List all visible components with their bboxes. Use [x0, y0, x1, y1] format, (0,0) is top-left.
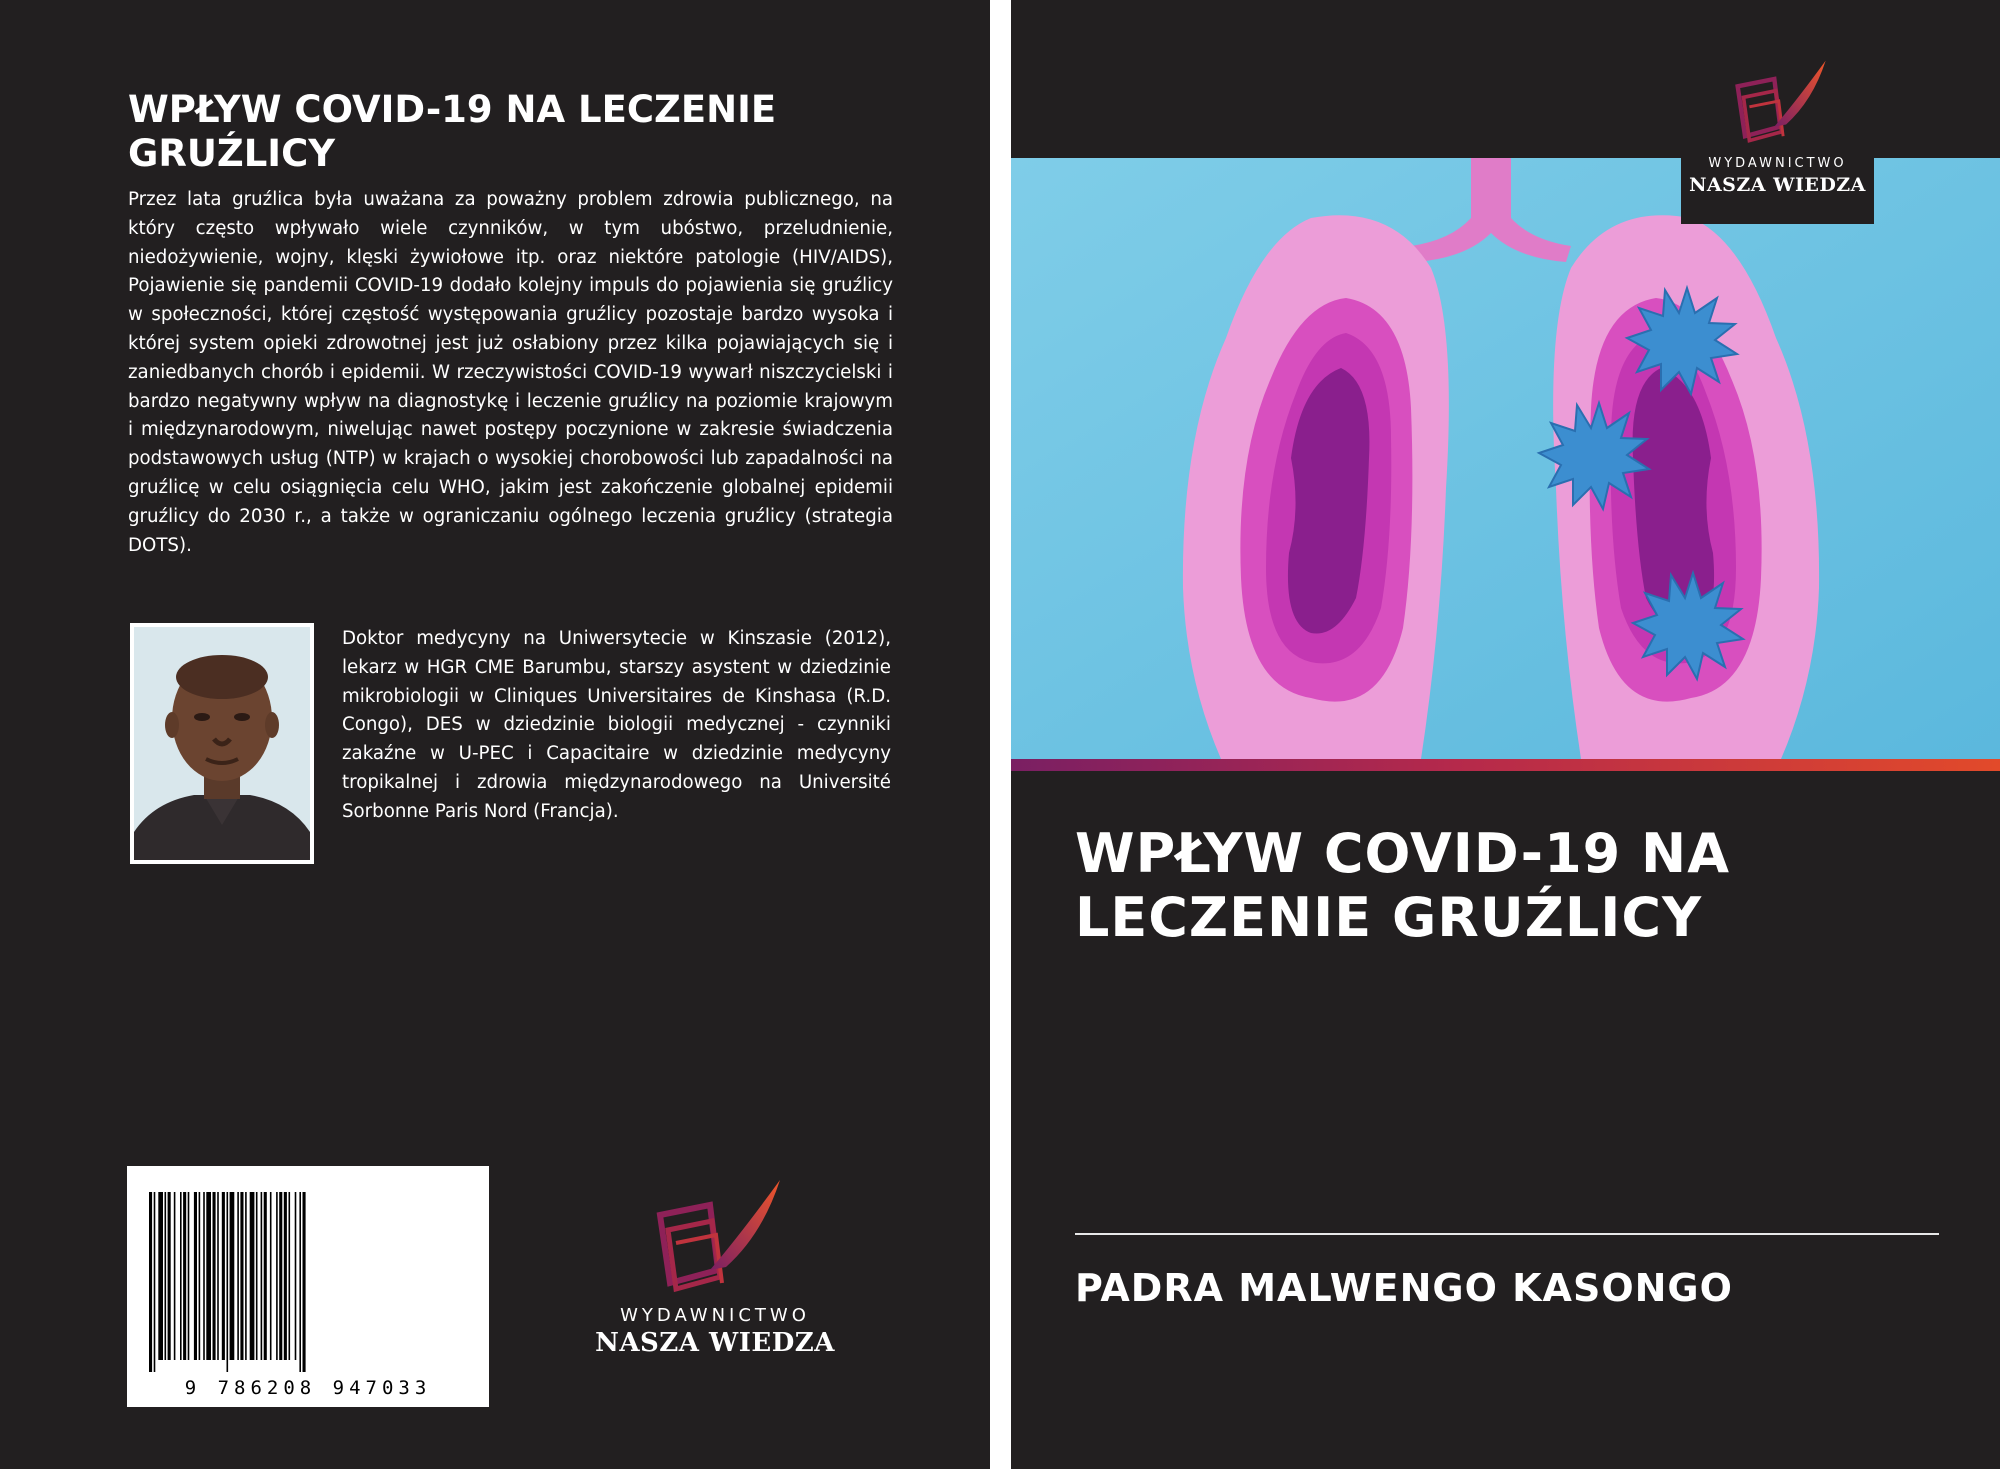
publisher-name: NASZA WIEDZA	[1689, 174, 1866, 196]
publisher-label: WYDAWNICTWO	[1708, 156, 1847, 171]
publisher-logo-back	[580, 1175, 850, 1365]
barcode-bar	[194, 1192, 197, 1360]
publisher-logo-front	[1681, 52, 1874, 224]
barcode-bar	[174, 1192, 176, 1360]
barcode-bar	[270, 1192, 272, 1360]
barcode-bar	[183, 1192, 186, 1360]
barcode-bar	[222, 1192, 225, 1360]
back-cover-blurb: Przez lata gruźlica była uważana za poważny problem zdrowia publicznego, na który często wpływało wiele czynników, w tym ubóstwo, przeludnienie, niedożywienie, wojny, klęski żywiołowe itp. oraz niektóre patologie (HIV/AIDS), Pojawienie się pandemii COVID-19 dodało kolejny impuls do pojawienia się gruźlicy w społeczności, której częstość występowania gruźlicy pozostaje bardzo wysoka i której system opieki zdrowotnej jest już osłabiony przez kilka pojawiających się i zaniedbanych chorób i epidemii. W rzeczywistości COVID-19 wywarł niszczycielski i bardzo negatywny wpływ na diagnostykę i leczenie gruźlicy na poziomie krajowym i międzynarodowym, niwelując nawet postępy poczynione w zakresie świadczenia podstawowych usług (NTP) w krajach o wysokiej chorobowości lub zapadalności na gruźlicę w celu osiągnięcia celu WHO, jakim jest zakończenie globalnej epidemii gruźlicy do 2030 r., a także w ograniczaniu ogólnego leczenia gruźlicy (strategia DOTS).	[128, 189, 893, 556]
book-quill-icon	[580, 1175, 850, 1299]
barcode-bar	[203, 1192, 205, 1360]
author-bio: Doktor medycyny na Uniwersytecie w Kinszasie (2012), lekarz w HGR CME Barumbu, starszy asystent w dziedzinie mikrobiologii w Cliniques Universitaires de Kinshasa (R.D. Congo), DES w dziedzinie biologii medycznej - czynniki zakaźne w U-PEC i Capacitaire w dziedzinie medycyny tropikalnej i zdrowia międzynarodowego na Université Sorbonne Paris Nord (Francja).	[342, 628, 891, 822]
barcode-bar	[217, 1192, 219, 1360]
barcode-bar	[299, 1192, 301, 1372]
barcode-bar	[199, 1192, 201, 1360]
barcode-bar	[158, 1192, 163, 1360]
isbn-barcode	[127, 1166, 489, 1407]
front-cover-title: WPŁYW COVID-19 NA LECZENIE GRUŹLICY	[1075, 822, 1731, 949]
barcode-bar	[276, 1192, 278, 1360]
barcode-bar	[289, 1192, 291, 1360]
barcode-bar	[256, 1192, 258, 1360]
barcode-bar	[206, 1192, 211, 1360]
barcode-bar	[165, 1192, 167, 1360]
barcode-bar	[168, 1192, 171, 1360]
barcode-bar	[149, 1192, 152, 1372]
book-quill-icon	[1681, 52, 1874, 154]
barcode-bar	[295, 1192, 297, 1360]
divider-line	[1075, 1233, 1939, 1235]
back-cover-title: WPŁYW COVID-19 NA LECZENIE GRUŹLICY	[128, 88, 777, 175]
barcode-bar	[188, 1192, 190, 1360]
front-cover	[1011, 0, 2000, 1469]
front-cover-author: PADRA MALWENGO KASONGO	[1075, 1266, 1733, 1310]
author-photo	[130, 623, 314, 864]
barcode-bar	[303, 1192, 306, 1372]
barcode-bar	[230, 1192, 235, 1360]
publisher-name: NASZA WIEDZA	[595, 1328, 835, 1358]
barcode-bar	[250, 1192, 255, 1360]
color-stripe	[1011, 759, 2000, 771]
barcode-bar	[245, 1192, 247, 1360]
barcode-bars	[127, 1166, 489, 1407]
back-cover	[0, 0, 990, 1469]
barcode-bar	[180, 1192, 182, 1360]
barcode-bar	[240, 1192, 243, 1360]
barcode-bar	[154, 1192, 156, 1372]
barcode-bar	[284, 1192, 287, 1360]
publisher-label: WYDAWNICTWO	[620, 1305, 810, 1326]
barcode-bar	[264, 1192, 267, 1360]
isbn-digits: 9 786208 947033	[184, 1377, 432, 1399]
lungs-illustration	[1011, 158, 2000, 759]
barcode-bar	[261, 1192, 263, 1360]
barcode-bar	[227, 1192, 229, 1372]
barcode-bar	[213, 1192, 216, 1360]
barcode-bar	[237, 1192, 239, 1360]
barcode-bar	[279, 1192, 282, 1360]
